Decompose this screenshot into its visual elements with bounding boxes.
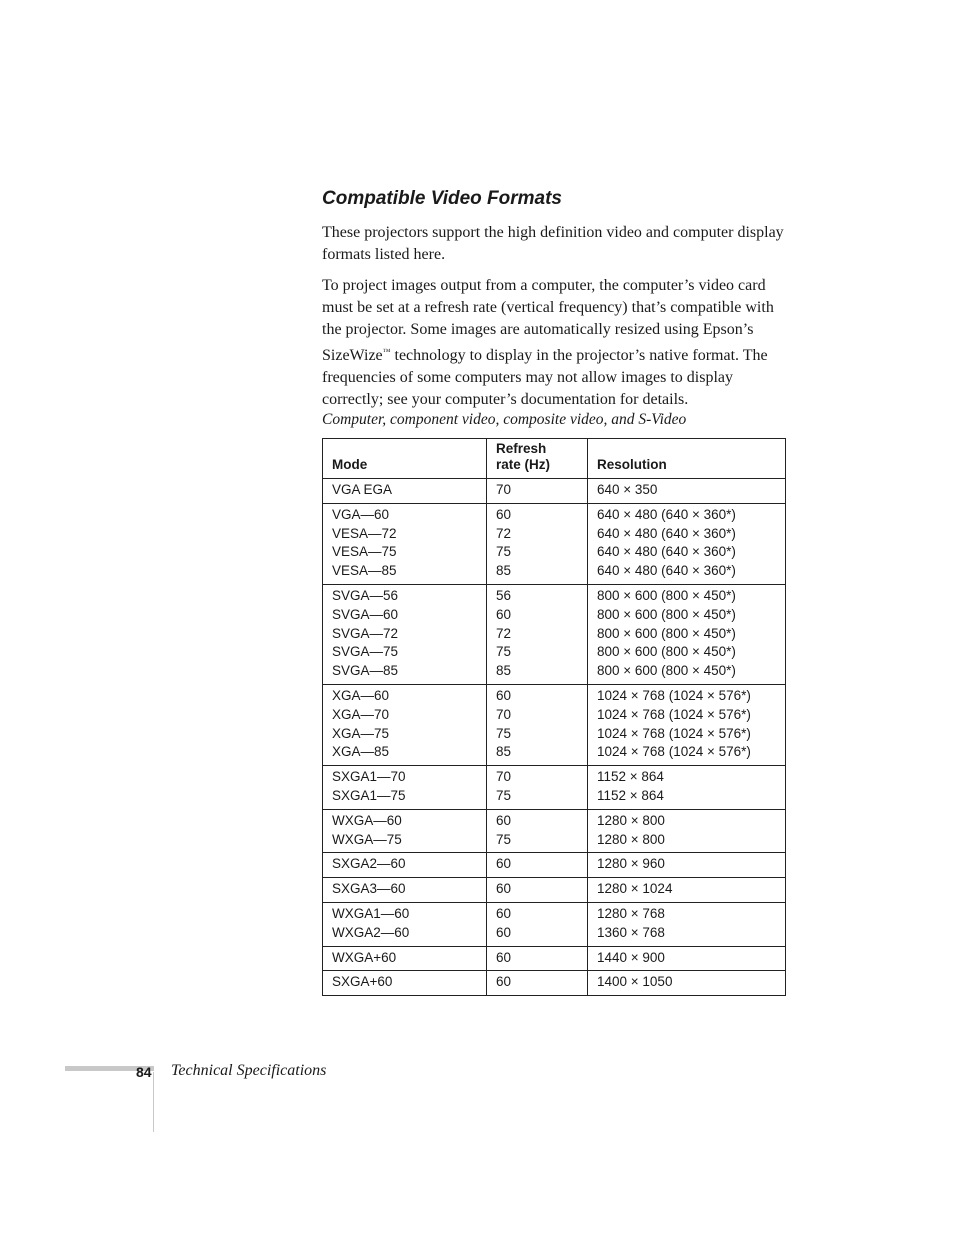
refresh-rate-cell-value: 60 xyxy=(496,506,512,522)
resolution-cell-value: 1024 × 768 (1024 × 576*) xyxy=(597,706,751,722)
resolution-cell xyxy=(588,809,786,853)
refresh-rate-cell-value: 60 xyxy=(496,974,512,990)
table-header-row xyxy=(323,439,786,479)
refresh-rate-cell xyxy=(487,902,588,946)
refresh-rate-cell xyxy=(487,503,588,584)
mode-cell-value: VESA—75 xyxy=(332,544,397,560)
mode-cell xyxy=(323,684,487,765)
refresh-rate-cell-value: 85 xyxy=(496,663,512,679)
mode-cell-value: SVGA—60 xyxy=(332,606,399,622)
refresh-rate-cell-value: 72 xyxy=(496,625,512,641)
refresh-rate-cell xyxy=(487,971,588,996)
refresh-rate-cell xyxy=(487,809,588,853)
mode-cell xyxy=(323,878,487,903)
resolution-cell xyxy=(588,766,786,810)
mode-cell-value: XGA—75 xyxy=(332,725,390,741)
table-row xyxy=(323,766,786,810)
mode-cell-value: VGA EGA xyxy=(332,482,393,497)
mode-cell-value: SXGA1—75 xyxy=(332,787,406,803)
page-heading: Compatible Video Formats xyxy=(322,188,562,209)
table-row xyxy=(323,809,786,853)
resolution-cell xyxy=(588,584,786,684)
resolution-cell-value: 1152 × 864 xyxy=(597,787,664,803)
resolution-cell-value: 640 × 480 (640 × 360*) xyxy=(597,525,736,541)
resolution-cell-value: 1280 × 1024 xyxy=(597,881,673,897)
mode-cell-value: VESA—72 xyxy=(332,525,397,541)
resolution-cell-value: 640 × 480 (640 × 360*) xyxy=(597,563,736,579)
refresh-rate-cell-value: 70 xyxy=(496,706,512,722)
refresh-rate-cell xyxy=(487,766,588,810)
resolution-cell xyxy=(588,946,786,971)
refresh-rate-cell-value: 70 xyxy=(496,482,512,497)
table-row xyxy=(323,479,786,504)
resolution-cell-value: 1024 × 768 (1024 × 576*) xyxy=(597,725,751,741)
resolution-cell-value: 1280 × 768 xyxy=(597,905,665,921)
mode-cell-value: WXGA—60 xyxy=(332,812,402,828)
refresh-rate-cell-value: 75 xyxy=(496,831,512,847)
mode-cell xyxy=(323,766,487,810)
mode-cell-value: WXGA2—60 xyxy=(332,924,410,940)
page-number: 84 xyxy=(136,1064,152,1080)
refresh-rate-cell xyxy=(487,946,588,971)
mode-cell xyxy=(323,809,487,853)
video-formats-table xyxy=(322,438,786,996)
mode-cell xyxy=(323,584,487,684)
mode-cell xyxy=(323,902,487,946)
refresh-rate-cell-value: 85 xyxy=(496,744,512,760)
resolution-cell-value: 1024 × 768 (1024 × 576*) xyxy=(597,687,751,703)
resolution-cell-value: 1440 × 900 xyxy=(597,949,665,965)
resolution-cell-value: 1280 × 800 xyxy=(597,831,665,847)
resolution-cell xyxy=(588,503,786,584)
refresh-rate-cell-value: 75 xyxy=(496,725,512,741)
refresh-rate-cell-value: 75 xyxy=(496,544,512,560)
resolution-cell-value: 640 × 480 (640 × 360*) xyxy=(597,506,736,522)
body-text-part2: technology to display in the projector’s native format. The frequencies of some computers may not allow images to display correctly; see your computer’s documentation for details. xyxy=(322,347,768,408)
refresh-rate-cell-value: 60 xyxy=(496,905,512,921)
refresh-rate-cell-value: 70 xyxy=(496,769,512,785)
resolution-cell-value: 1280 × 960 xyxy=(597,856,665,872)
body-paragraph xyxy=(322,275,788,411)
refresh-rate-cell-value: 60 xyxy=(496,881,512,897)
mode-cell-value: SVGA—72 xyxy=(332,625,399,641)
refresh-rate-cell-value: 60 xyxy=(496,856,512,872)
refresh-rate-cell xyxy=(487,684,588,765)
mode-cell-value: XGA—60 xyxy=(332,687,390,703)
refresh-rate-cell xyxy=(487,584,588,684)
table-row xyxy=(323,684,786,765)
resolution-cell xyxy=(588,971,786,996)
header-mode: Mode xyxy=(323,439,487,479)
header-refresh-rate xyxy=(487,439,588,479)
resolution-cell-value: 800 × 600 (800 × 450*) xyxy=(597,606,736,622)
resolution-cell-value: 1280 × 800 xyxy=(597,812,665,828)
table-row xyxy=(323,503,786,584)
resolution-cell-value: 800 × 600 (800 × 450*) xyxy=(597,644,736,660)
header-resolution: Resolution xyxy=(588,439,786,479)
mode-cell-value: VESA—85 xyxy=(332,563,397,579)
table-row xyxy=(323,946,786,971)
table-row xyxy=(323,878,786,903)
mode-cell-value: VGA—60 xyxy=(332,506,390,522)
table-row xyxy=(323,853,786,878)
refresh-rate-cell-value: 75 xyxy=(496,787,512,803)
resolution-cell-value: 1152 × 864 xyxy=(597,769,664,785)
mode-cell-value: SXGA2—60 xyxy=(332,856,406,872)
mode-cell-value: WXGA1—60 xyxy=(332,905,410,921)
mode-cell-value: SXGA3—60 xyxy=(332,881,406,897)
refresh-rate-cell xyxy=(487,479,588,504)
resolution-cell-value: 1400 × 1050 xyxy=(597,974,673,990)
mode-cell-value: WXGA+60 xyxy=(332,949,397,965)
resolution-cell-value: 640 × 350 xyxy=(597,482,658,497)
resolution-cell xyxy=(588,878,786,903)
intro-paragraph: These projectors support the high definition video and computer display formats listed here. xyxy=(322,224,784,263)
table-row xyxy=(323,584,786,684)
mode-cell xyxy=(323,946,487,971)
mode-cell-value: XGA—85 xyxy=(332,744,390,760)
footer-rule xyxy=(153,1072,154,1132)
refresh-rate-cell xyxy=(487,853,588,878)
mode-cell xyxy=(323,853,487,878)
resolution-cell-value: 800 × 600 (800 × 450*) xyxy=(597,663,736,679)
resolution-cell xyxy=(588,902,786,946)
resolution-cell-value: 1360 × 768 xyxy=(597,924,665,940)
refresh-rate-cell-value: 60 xyxy=(496,812,512,828)
mode-cell-value: WXGA—75 xyxy=(332,831,402,847)
header-rate-line2: rate (Hz) xyxy=(496,457,551,472)
refresh-rate-cell-value: 60 xyxy=(496,606,512,622)
refresh-rate-cell-value: 60 xyxy=(496,687,512,703)
resolution-cell xyxy=(588,853,786,878)
mode-cell-value: SXGA+60 xyxy=(332,974,393,990)
refresh-rate-cell-value: 75 xyxy=(496,644,512,660)
section-name: Technical Specifications xyxy=(171,1062,327,1079)
refresh-rate-cell-value: 60 xyxy=(496,949,512,965)
mode-cell-value: XGA—70 xyxy=(332,706,390,722)
table-caption: Computer, component video, composite video, and S-Video xyxy=(322,411,687,428)
mode-cell xyxy=(323,479,487,504)
mode-cell-value: SXGA1—70 xyxy=(332,769,406,785)
body-text-part1: To project images output from a computer, the computer’s video card must be set at a refresh rate (vertical frequency) that’s compatible with the projector. Some images are automatically resized using Epson’s SizeWize xyxy=(322,277,774,364)
resolution-cell-value: 640 × 480 (640 × 360*) xyxy=(597,544,736,560)
mode-cell-value: SVGA—75 xyxy=(332,644,399,660)
resolution-cell-value: 1024 × 768 (1024 × 576*) xyxy=(597,744,751,760)
refresh-rate-cell-value: 72 xyxy=(496,525,512,541)
refresh-rate-cell xyxy=(487,878,588,903)
resolution-cell xyxy=(588,479,786,504)
header-rate-line1: Refresh xyxy=(496,441,547,456)
refresh-rate-cell-value: 56 xyxy=(496,587,512,603)
trademark-symbol: ™ xyxy=(382,347,391,356)
resolution-cell-value: 800 × 600 (800 × 450*) xyxy=(597,625,736,641)
mode-cell-value: SVGA—56 xyxy=(332,587,399,603)
resolution-cell-value: 800 × 600 (800 × 450*) xyxy=(597,587,736,603)
table-body xyxy=(323,479,786,996)
refresh-rate-cell-value: 85 xyxy=(496,563,512,579)
mode-cell xyxy=(323,971,487,996)
mode-cell-value: SVGA—85 xyxy=(332,663,399,679)
resolution-cell xyxy=(588,684,786,765)
table-row xyxy=(323,902,786,946)
mode-cell xyxy=(323,503,487,584)
table-row xyxy=(323,971,786,996)
refresh-rate-cell-value: 60 xyxy=(496,924,512,940)
